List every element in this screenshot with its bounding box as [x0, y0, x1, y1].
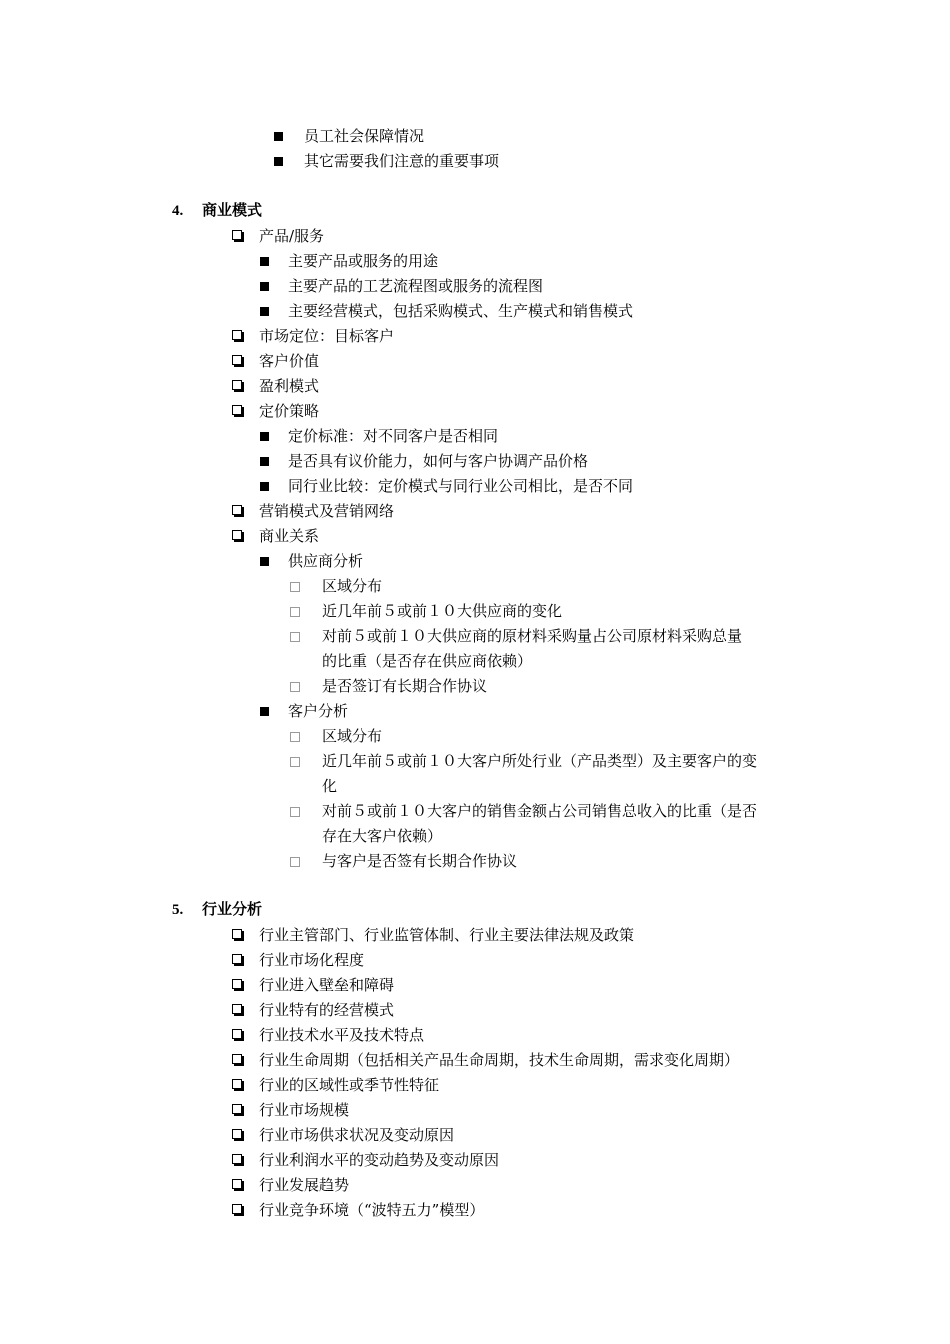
list-item-text: 主要产品或服务的用途	[288, 252, 439, 270]
list-item-text: 定价策略	[259, 402, 320, 420]
list-item-text: 客户分析	[288, 702, 349, 720]
shadow-square-bullet-icon	[232, 979, 242, 989]
list-item-text: 近几年前５或前１０大客户所处行业（产品类型）及主要客户的变	[322, 752, 758, 770]
list-item-text: 是否具有议价能力，如何与客户协调产品价格	[288, 452, 589, 470]
list-item-text: 行业竞争环境（“波特五力”模型）	[259, 1201, 485, 1219]
shadow-square-bullet-icon	[232, 530, 242, 540]
filled-square-bullet-icon	[274, 157, 283, 166]
shadow-square-bullet-icon	[232, 330, 242, 340]
list-item-text: 行业进入壁垒和障碍	[259, 976, 395, 994]
list-item-text: 商业关系	[259, 527, 320, 545]
shadow-square-bullet-icon	[232, 1129, 242, 1139]
shadow-square-bullet-icon	[232, 1104, 242, 1114]
hollow-square-bullet-icon	[290, 757, 300, 767]
list-item-text: 营销模式及营销网络	[259, 502, 395, 520]
list-item-text: 行业利润水平的变动趋势及变动原因	[259, 1151, 500, 1169]
list-item-text: 与客户是否签有长期合作协议	[322, 852, 518, 870]
hollow-square-bullet-icon	[290, 732, 300, 742]
filled-square-bullet-icon	[274, 132, 283, 141]
hollow-square-bullet-icon	[290, 582, 300, 592]
hollow-square-bullet-icon	[290, 607, 300, 617]
list-item-continuation: 的比重（是否存在供应商依赖）	[322, 652, 533, 670]
filled-square-bullet-icon	[260, 307, 269, 316]
filled-square-bullet-icon	[260, 707, 269, 716]
list-item-text: 供应商分析	[288, 552, 364, 570]
list-item-text: 区域分布	[322, 727, 383, 745]
filled-square-bullet-icon	[260, 432, 269, 441]
filled-square-bullet-icon	[260, 557, 269, 566]
hollow-square-bullet-icon	[290, 807, 300, 817]
list-item-text: 行业市场规模	[259, 1101, 350, 1119]
list-item-text: 近几年前５或前１０大供应商的变化	[322, 602, 563, 620]
list-item-text: 对前５或前１０大供应商的原材料采购量占公司原材料采购总量	[322, 627, 743, 645]
list-item-text: 产品/服务	[259, 227, 325, 245]
shadow-square-bullet-icon	[232, 1079, 242, 1089]
shadow-square-bullet-icon	[232, 380, 242, 390]
list-item-text: 其它需要我们注意的重要事项	[304, 152, 500, 170]
shadow-square-bullet-icon	[232, 1004, 242, 1014]
list-item-text: 行业市场供求状况及变动原因	[259, 1126, 455, 1144]
shadow-square-bullet-icon	[232, 405, 242, 415]
filled-square-bullet-icon	[260, 482, 269, 491]
shadow-square-bullet-icon	[232, 505, 242, 515]
list-item-text: 主要经营模式，包括采购模式、生产模式和销售模式	[288, 302, 634, 320]
list-item-text: 主要产品的工艺流程图或服务的流程图	[288, 277, 544, 295]
shadow-square-bullet-icon	[232, 929, 242, 939]
filled-square-bullet-icon	[260, 257, 269, 266]
list-item-text: 行业主管部门、行业监管体制、行业主要法律法规及政策	[259, 926, 635, 944]
hollow-square-bullet-icon	[290, 682, 300, 692]
hollow-square-bullet-icon	[290, 857, 300, 867]
list-item-text: 行业市场化程度	[259, 951, 365, 969]
filled-square-bullet-icon	[260, 457, 269, 466]
shadow-square-bullet-icon	[232, 1154, 242, 1164]
section-title: 商业模式	[202, 203, 263, 219]
list-item-text: 行业生命周期（包括相关产品生命周期，技术生命周期，需求变化周期）	[259, 1051, 740, 1069]
shadow-square-bullet-icon	[232, 1054, 242, 1064]
list-item-text: 行业技术水平及技术特点	[259, 1026, 425, 1044]
list-item-text: 员工社会保障情况	[304, 127, 425, 145]
list-item-text: 行业发展趋势	[259, 1176, 350, 1194]
section-number: 4.	[172, 203, 184, 219]
list-item-text: 行业特有的经营模式	[259, 1001, 395, 1019]
list-item-text: 对前５或前１０大客户的销售金额占公司销售总收入的比重（是否	[322, 802, 758, 820]
shadow-square-bullet-icon	[232, 355, 242, 365]
shadow-square-bullet-icon	[232, 230, 242, 240]
section-title: 行业分析	[202, 902, 263, 918]
shadow-square-bullet-icon	[232, 954, 242, 964]
list-item-text: 客户价值	[259, 352, 320, 370]
list-item-text: 行业的区域性或季节性特征	[259, 1076, 440, 1094]
list-item-text: 定价标准：对不同客户是否相同	[288, 427, 499, 445]
list-item-text: 市场定位：目标客户	[259, 327, 395, 345]
list-item-text: 同行业比较：定价模式与同行业公司相比，是否不同	[288, 477, 634, 495]
list-item-text: 盈利模式	[259, 377, 320, 395]
filled-square-bullet-icon	[260, 282, 269, 291]
shadow-square-bullet-icon	[232, 1029, 242, 1039]
list-item-text: 是否签订有长期合作协议	[322, 677, 488, 695]
shadow-square-bullet-icon	[232, 1179, 242, 1189]
list-item-continuation: 化	[322, 777, 338, 795]
hollow-square-bullet-icon	[290, 632, 300, 642]
section-number: 5.	[172, 902, 184, 918]
list-item-text: 区域分布	[322, 577, 383, 595]
shadow-square-bullet-icon	[232, 1204, 242, 1214]
list-item-continuation: 存在大客户依赖）	[322, 827, 443, 845]
